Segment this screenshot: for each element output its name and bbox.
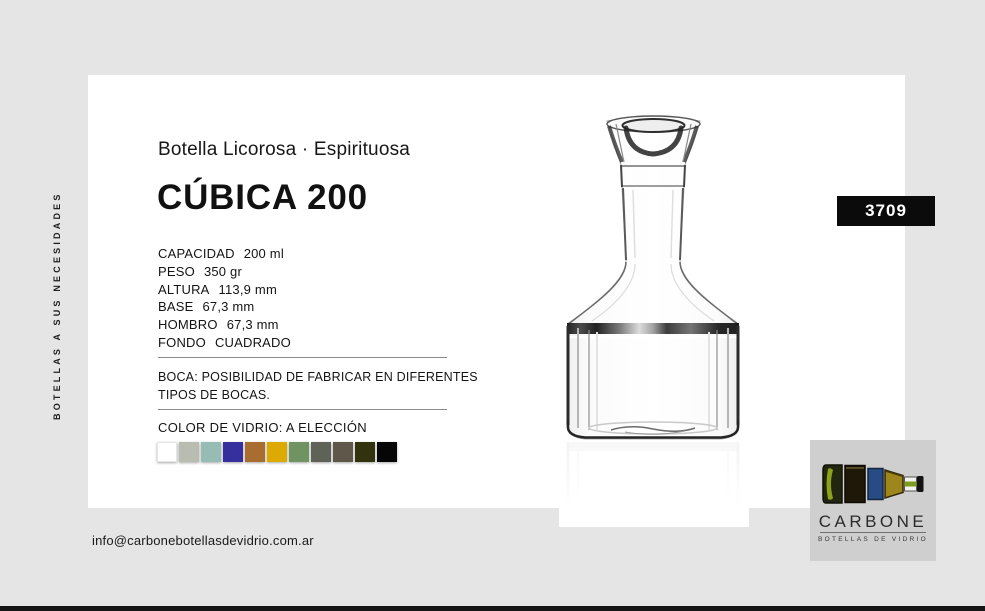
specs-list bbox=[158, 245, 291, 352]
spec-row bbox=[158, 245, 291, 263]
glass-color-swatch bbox=[289, 442, 309, 462]
brand-tagline: BOTELLAS DE VIDRIO bbox=[817, 536, 929, 543]
bottle-photo bbox=[545, 112, 760, 527]
vertical-tagline: BOTELLAS A SUS NECESIDADES bbox=[52, 191, 62, 420]
glass-color-swatch bbox=[355, 442, 375, 462]
spec-row bbox=[158, 263, 291, 281]
spec-label: HOMBRO bbox=[158, 317, 218, 333]
brand-logo-card bbox=[810, 440, 936, 561]
spec-row bbox=[158, 298, 291, 316]
product-category: Botella Licorosa · Espirituosa bbox=[158, 139, 411, 160]
bottom-bar bbox=[0, 606, 985, 611]
glass-color-swatch bbox=[179, 442, 199, 462]
product-sheet bbox=[88, 75, 905, 508]
glass-color-swatch bbox=[245, 442, 265, 462]
glass-color-swatch bbox=[267, 442, 287, 462]
spec-value: 67,3 mm bbox=[202, 299, 255, 315]
boca-note-line2: TIPOS DE BOCAS. bbox=[158, 387, 271, 402]
boca-note bbox=[158, 369, 478, 404]
glass-color-label: COLOR DE VIDRIO: A ELECCIÓN bbox=[158, 420, 367, 435]
spec-row bbox=[158, 281, 291, 299]
glass-color-swatch bbox=[311, 442, 331, 462]
spec-label: CAPACIDAD bbox=[158, 246, 235, 261]
product-code-badge: 3709 bbox=[837, 196, 935, 226]
spec-row bbox=[158, 316, 291, 334]
carbone-logo-bottle-icon bbox=[822, 462, 924, 506]
boca-note-line1: BOCA: POSIBILIDAD DE FABRICAR EN DIFERENTES bbox=[158, 370, 478, 384]
spec-value: 113,9 mm bbox=[218, 281, 277, 297]
spec-label: BASE bbox=[158, 299, 194, 315]
divider bbox=[158, 357, 447, 358]
brand-rule bbox=[820, 532, 926, 533]
glass-color-swatch bbox=[157, 442, 177, 462]
spec-label: PESO bbox=[158, 263, 195, 279]
glass-color-swatch bbox=[377, 442, 397, 462]
divider bbox=[158, 409, 447, 410]
spec-value: 350 gr bbox=[203, 263, 242, 279]
glass-color-swatch bbox=[223, 442, 243, 462]
glass-color-swatch bbox=[333, 442, 353, 462]
spec-row bbox=[158, 334, 291, 352]
spec-value: 200 ml bbox=[243, 246, 284, 261]
contact-email: info@carbonebotellasdevidrio.com.ar bbox=[92, 533, 314, 548]
spec-value: CUADRADO bbox=[214, 334, 291, 350]
spec-label: FONDO bbox=[158, 334, 206, 350]
bottle-photo-svg bbox=[545, 112, 760, 527]
spec-value: 67,3 mm bbox=[226, 317, 279, 333]
glass-color-swatches bbox=[157, 442, 397, 462]
brand-name: CARBONE bbox=[818, 512, 928, 531]
spec-label: ALTURA bbox=[158, 281, 210, 297]
glass-color-swatch bbox=[201, 442, 221, 462]
product-name: CÚBICA 200 bbox=[157, 178, 368, 217]
